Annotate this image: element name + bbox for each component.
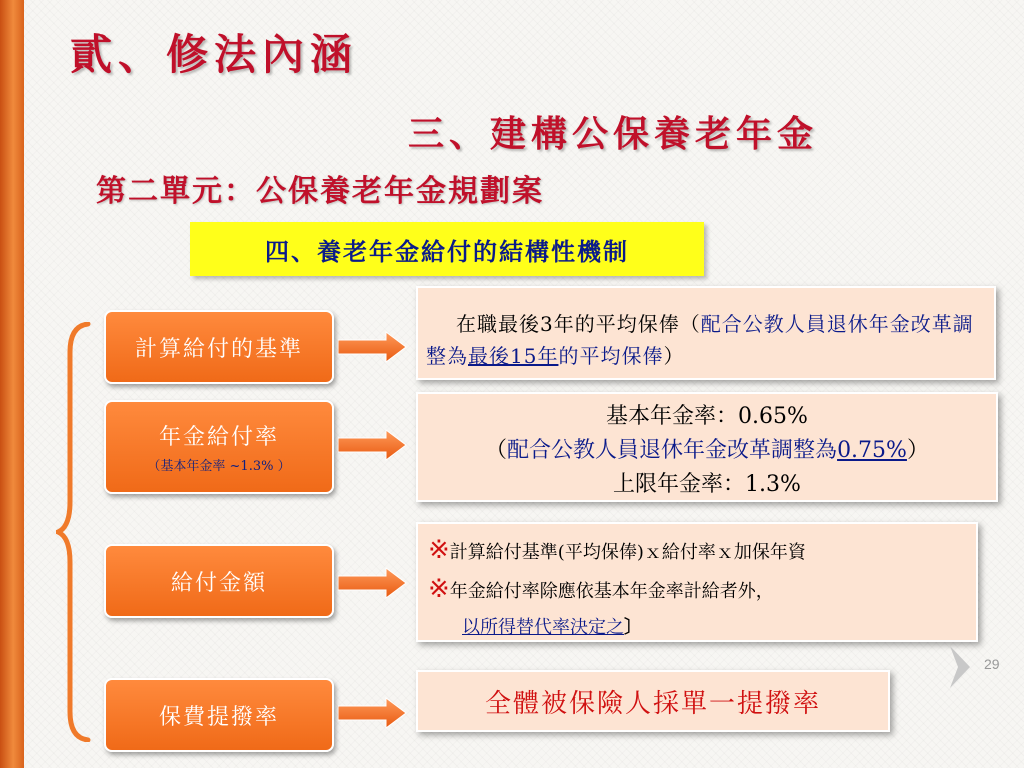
category-label: 年金給付率 bbox=[158, 425, 279, 450]
right-arrow-icon bbox=[338, 566, 408, 600]
amount-decision-line bbox=[428, 610, 966, 646]
amount-formula-text: 計算給付基準(平均保俸)ｘ給付率ｘ加保年資 bbox=[449, 542, 806, 563]
rate-adjust-value: 0.75% bbox=[837, 438, 907, 463]
right-arrow-icon bbox=[338, 696, 408, 730]
category-label: 保費提撥率 bbox=[158, 704, 279, 730]
basis-years-value: 最後15年 bbox=[468, 344, 559, 368]
rate-adjust-text: 配合公教人員退休年金改革調整為 bbox=[507, 438, 838, 463]
amount-bracket: 〕 bbox=[624, 617, 642, 638]
category-note: （基本年金率 ~1.3% ） bbox=[147, 459, 291, 474]
category-label: 計算給付的基準 bbox=[134, 336, 303, 362]
amount-rule-line bbox=[428, 571, 966, 610]
premium-detail-box bbox=[416, 670, 890, 732]
right-arrow-icon bbox=[338, 428, 408, 462]
unit-title: 第二單元：公保養老年金規劃案 bbox=[96, 174, 544, 209]
left-brace-icon bbox=[56, 322, 96, 742]
page-number: 29 bbox=[984, 656, 1000, 672]
category-premium-box bbox=[104, 678, 334, 752]
section-heading: 四、養老年金給付的結構性機制 bbox=[190, 222, 704, 276]
category-label: 給付金額 bbox=[170, 570, 267, 596]
rate-adjust-line bbox=[418, 434, 996, 468]
basis-detail-box bbox=[416, 286, 996, 380]
replacement-rate-text: 以所得替代率決定之 bbox=[462, 617, 624, 638]
basis-tail-text: 的平均保俸 bbox=[558, 344, 664, 368]
reference-mark: ※ bbox=[428, 574, 450, 604]
reference-mark: ※ bbox=[428, 535, 450, 565]
basic-rate-line: 基本年金率：0.65% bbox=[606, 404, 808, 429]
category-basis-box bbox=[104, 310, 334, 384]
section-title: 三、建構公保養老年金 bbox=[408, 113, 819, 155]
max-rate-line: 上限年金率：1.3% bbox=[613, 472, 801, 497]
amount-formula-line bbox=[428, 532, 966, 571]
amount-rule-text: 年金給付率除應依基本年金率計給者外， bbox=[449, 581, 774, 602]
left-accent-bar bbox=[0, 0, 24, 768]
close-paren: ） bbox=[906, 438, 929, 463]
open-paren: （ bbox=[485, 438, 508, 463]
premium-text: 全體被保險人採單一提撥率 bbox=[484, 688, 821, 719]
chevron-right-icon bbox=[946, 644, 976, 690]
category-rate-box bbox=[104, 400, 334, 494]
basis-adjust-text: 配合公教人員退休年金改革調整為 bbox=[426, 312, 974, 368]
rate-detail-box bbox=[416, 392, 998, 502]
right-arrow-icon bbox=[338, 330, 408, 364]
category-amount-box bbox=[104, 544, 334, 618]
basis-close-paren: ） bbox=[663, 344, 685, 368]
basis-lead-text: 在職最後3年的平均保俸（ bbox=[456, 312, 701, 336]
amount-detail-box bbox=[416, 522, 978, 642]
page-title: 貳、修法內涵 bbox=[70, 30, 359, 79]
